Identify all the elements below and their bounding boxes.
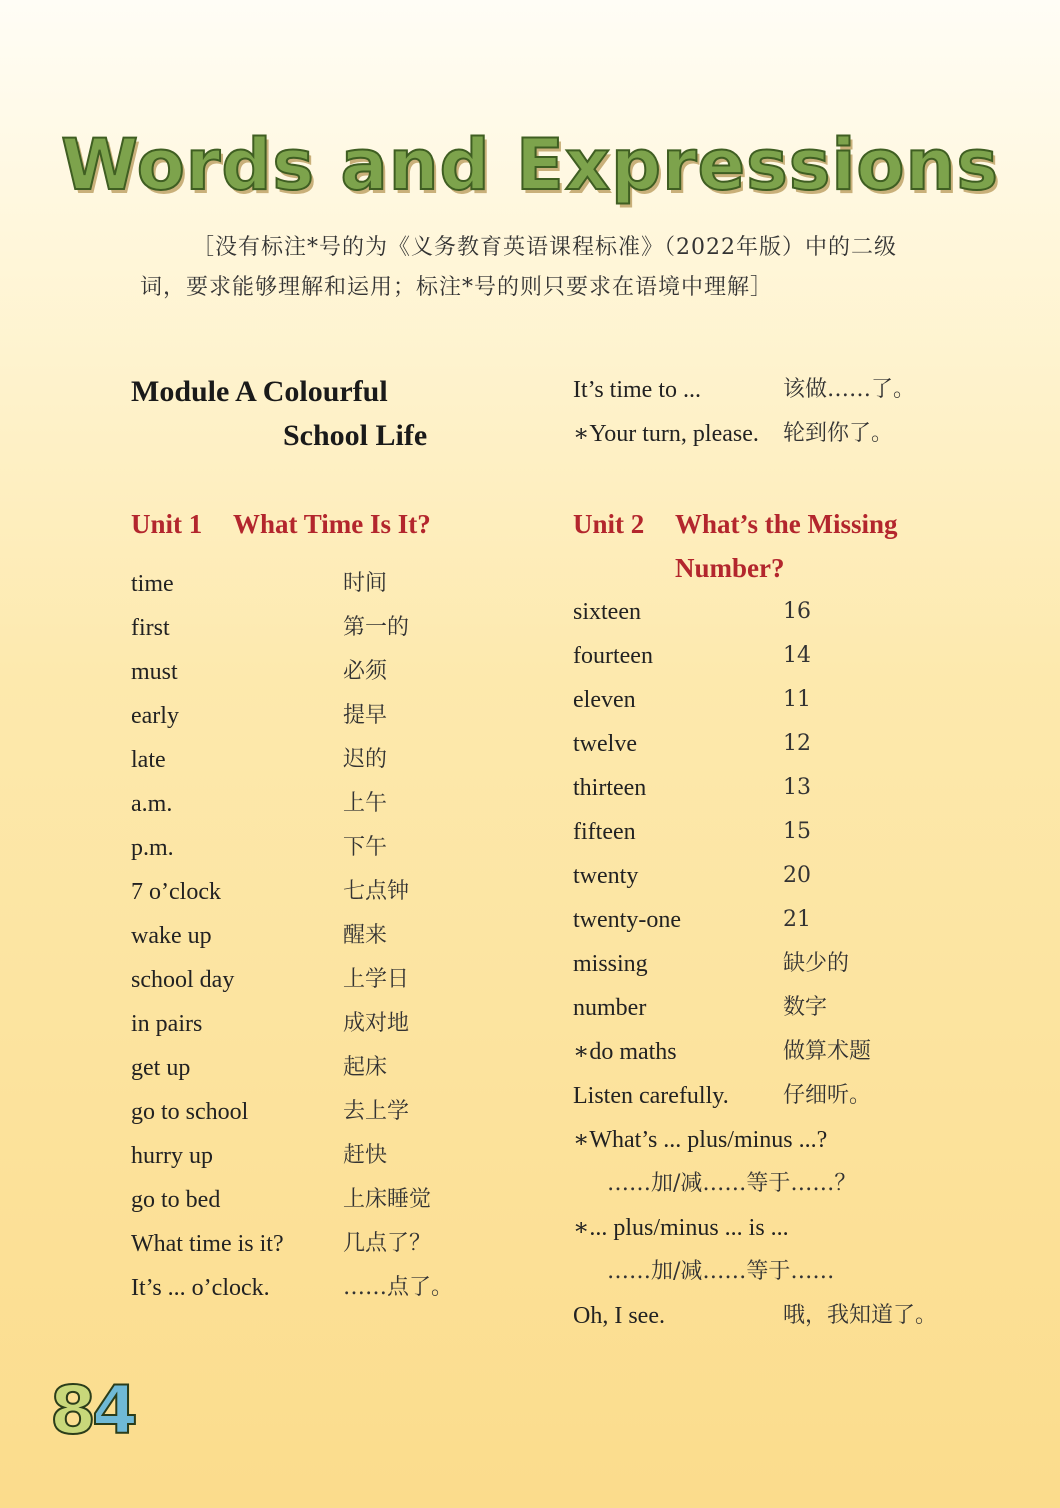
phrase-cn: ……加/减……等于……？ <box>607 1171 857 1196</box>
page-number-digit1: 8 <box>50 1372 92 1449</box>
vocab-row <box>131 958 531 1002</box>
vocab-row <box>573 766 1013 810</box>
vocab-en: wake up <box>131 923 212 949</box>
vocab-row <box>573 634 1013 678</box>
vocab-cn: ……点了。 <box>343 1275 454 1300</box>
module-heading-line1: Module A Colourful <box>131 375 388 408</box>
vocab-en: p.m. <box>131 835 174 861</box>
vocab-cn: 21 <box>783 907 811 932</box>
vocab-row <box>573 898 1013 942</box>
vocab-cn: 上床睡觉 <box>343 1187 432 1212</box>
vocab-row <box>131 870 531 914</box>
phrase-row <box>573 1118 1013 1162</box>
vocab-en: first <box>131 615 170 641</box>
vocab-row <box>131 1002 531 1046</box>
vocab-en: hurry up <box>131 1143 213 1169</box>
unit2-heading <box>573 502 1013 590</box>
vocab-en: It’s time to ... <box>573 377 701 403</box>
vocab-row <box>573 368 1013 412</box>
vocab-row <box>573 678 1013 722</box>
vocab-cn: 数字 <box>783 995 828 1020</box>
vocab-en: fifteen <box>573 819 636 845</box>
unit1-vocab-list <box>131 562 531 1310</box>
vocab-en: number <box>573 995 647 1021</box>
phrase-en: ∗... plus/minus ... is ... <box>573 1215 789 1241</box>
vocab-en: a.m. <box>131 791 173 817</box>
vocab-cn: 13 <box>783 775 811 800</box>
vocab-cn: 11 <box>783 687 811 712</box>
vocab-cn: 14 <box>783 643 811 668</box>
vocab-row <box>131 826 531 870</box>
vocab-en: ∗Your turn, please. <box>573 421 759 447</box>
vocab-row <box>131 1134 531 1178</box>
phrase-cn: ……加/减……等于…… <box>607 1259 835 1284</box>
module-heading-line2: School Life <box>283 419 428 452</box>
vocab-cn: 下午 <box>343 835 388 860</box>
vocab-cn: 上午 <box>343 791 388 816</box>
vocab-row <box>131 1046 531 1090</box>
vocab-cn: 赶快 <box>343 1143 388 1168</box>
vocab-en: school day <box>131 967 235 993</box>
intro-note: ［没有标注*号的为《义务教育英语课程标准》（2022年版）中的二级词，要求能够理解和运用；标注*号的则只要求在语境中理解］ <box>140 235 897 300</box>
vocab-cn: 12 <box>783 731 811 756</box>
vocab-cn: 提早 <box>343 703 388 728</box>
vocab-row <box>131 1266 531 1310</box>
vocab-en: must <box>131 659 178 685</box>
vocab-en: go to school <box>131 1099 249 1125</box>
vocab-row <box>573 1294 1013 1338</box>
unit2-name <box>675 502 898 590</box>
vocab-en: late <box>131 747 166 773</box>
vocab-en: twenty <box>573 863 639 889</box>
vocab-cn: 哦，我知道了。 <box>783 1303 938 1328</box>
vocab-row <box>131 606 531 650</box>
vocab-en: early <box>131 703 179 729</box>
phrase-en: ∗What’s ... plus/minus ...? <box>573 1127 828 1153</box>
vocab-row <box>131 650 531 694</box>
vocab-en: missing <box>573 951 648 977</box>
vocab-cn: 缺少的 <box>783 951 850 976</box>
vocab-en: twelve <box>573 731 637 757</box>
unit1-heading <box>131 502 531 546</box>
vocab-row <box>573 854 1013 898</box>
vocab-cn: 仔细听。 <box>783 1083 872 1108</box>
vocab-cn: 时间 <box>343 571 388 596</box>
vocab-row <box>131 1178 531 1222</box>
vocab-en: It’s ... o’clock. <box>131 1275 270 1301</box>
vocab-row <box>131 1222 531 1266</box>
vocab-cn: 七点钟 <box>343 879 410 904</box>
vocab-cn: 做算术题 <box>783 1039 872 1064</box>
right-column <box>573 368 1013 1338</box>
vocab-row <box>131 1090 531 1134</box>
vocab-cn: 必须 <box>343 659 388 684</box>
vocab-row <box>131 562 531 606</box>
vocab-row <box>573 810 1013 854</box>
vocab-en: fourteen <box>573 643 653 669</box>
vocab-en: in pairs <box>131 1011 203 1037</box>
vocab-en: eleven <box>573 687 636 713</box>
vocab-row <box>573 412 1013 456</box>
page-number <box>50 1372 134 1449</box>
unit1-name: What Time Is It? <box>233 509 431 539</box>
unit2-name-line1: What’s the Missing <box>675 509 898 539</box>
vocab-row <box>131 694 531 738</box>
vocab-row <box>573 1030 1013 1074</box>
left-column <box>131 370 531 1310</box>
vocab-cn: 轮到你了。 <box>783 421 894 446</box>
vocab-en: Oh, I see. <box>573 1303 665 1329</box>
vocab-en: get up <box>131 1055 191 1081</box>
unit1-number: Unit 1 <box>131 509 203 539</box>
vocab-en: ∗do maths <box>573 1039 677 1065</box>
vocab-en: go to bed <box>131 1187 221 1213</box>
vocab-cn: 上学日 <box>343 967 410 992</box>
vocab-cn: 20 <box>783 863 811 888</box>
vocab-cn: 迟的 <box>343 747 388 772</box>
vocab-row <box>573 942 1013 986</box>
unit2-name-line2: Number? <box>675 553 785 583</box>
vocab-en: thirteen <box>573 775 647 801</box>
vocab-cn: 该做……了。 <box>783 377 916 402</box>
vocab-en: Listen carefully. <box>573 1083 729 1109</box>
vocab-cn: 去上学 <box>343 1099 410 1124</box>
vocab-row <box>573 722 1013 766</box>
vocab-cn: 第一的 <box>343 615 410 640</box>
vocab-en: What time is it? <box>131 1231 284 1257</box>
vocab-row <box>131 782 531 826</box>
vocab-cn: 醒来 <box>343 923 388 948</box>
vocab-row <box>573 986 1013 1030</box>
unit2-number: Unit 2 <box>573 509 645 539</box>
vocab-cn: 几点了？ <box>343 1231 432 1256</box>
vocab-cn: 16 <box>783 599 811 624</box>
vocab-en: sixteen <box>573 599 641 625</box>
unit2-vocab-list <box>573 590 1013 1338</box>
vocab-en: time <box>131 571 174 597</box>
vocab-en: 7 o’clock <box>131 879 221 905</box>
vocab-row <box>131 914 531 958</box>
vocab-en: twenty-one <box>573 907 681 933</box>
vocab-row <box>131 738 531 782</box>
vocab-row <box>573 590 1013 634</box>
vocab-cn: 起床 <box>343 1055 388 1080</box>
phrase-row <box>573 1206 1013 1250</box>
module-heading <box>131 370 531 458</box>
page-title: Words and Expressions <box>60 124 999 206</box>
vocab-cn: 15 <box>783 819 811 844</box>
vocab-cn: 成对地 <box>343 1011 410 1036</box>
page-number-digit2: 4 <box>91 1372 134 1449</box>
vocab-row <box>573 1074 1013 1118</box>
